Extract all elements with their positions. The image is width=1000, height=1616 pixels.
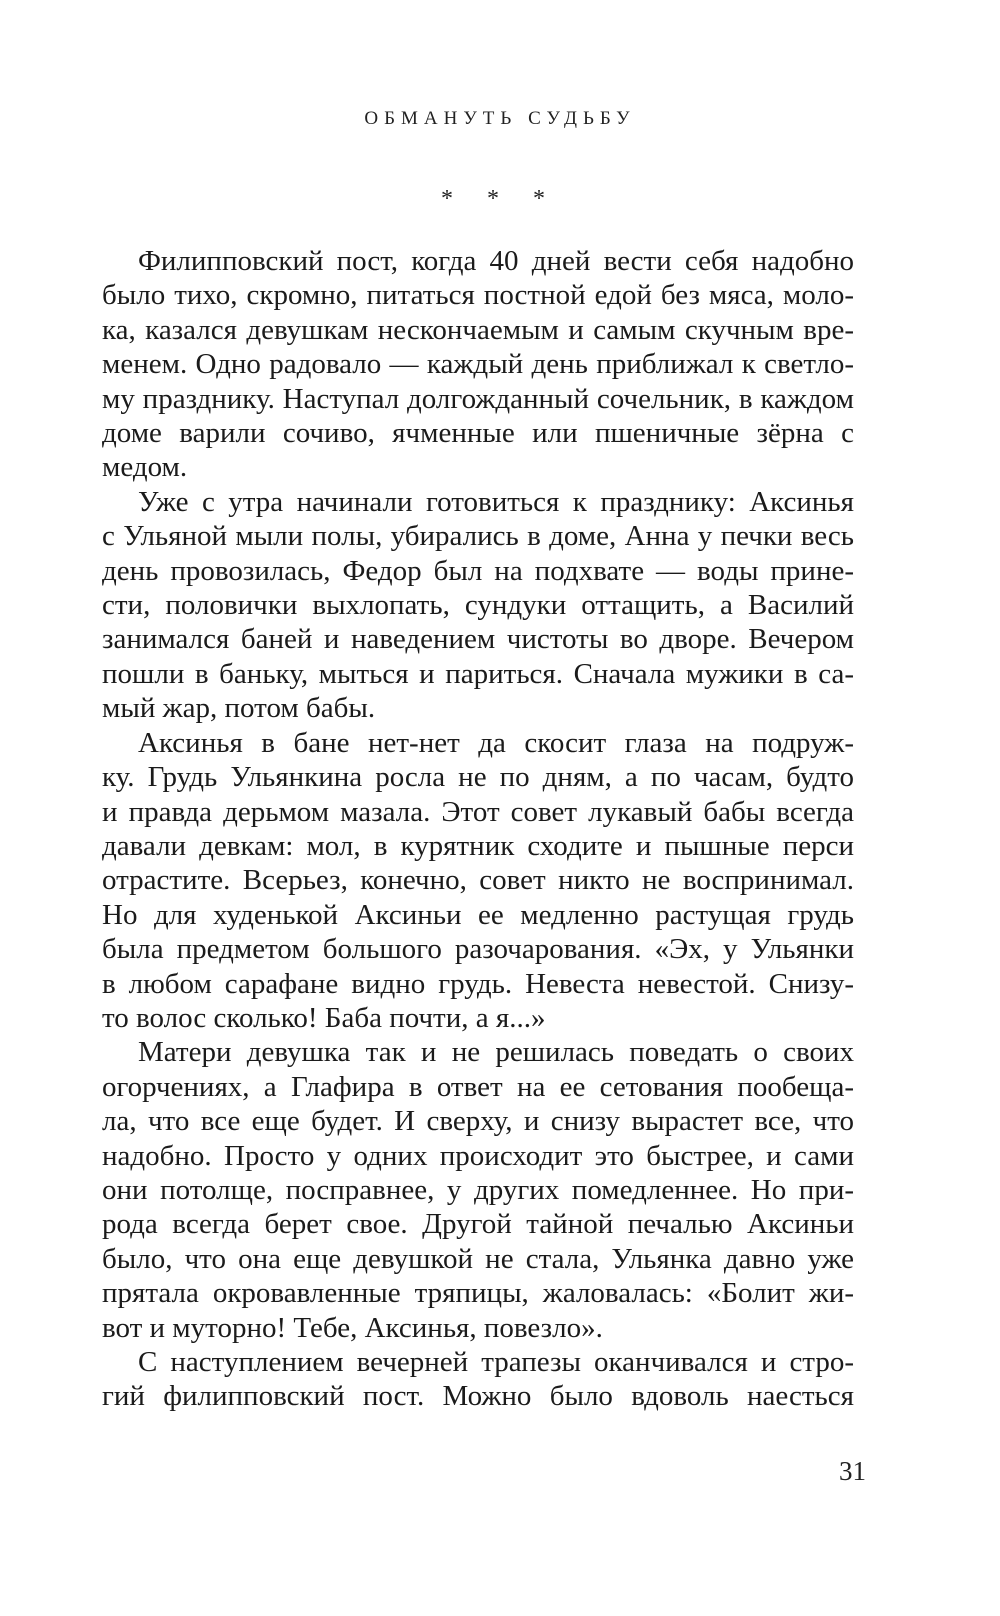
text-line: Матери девушка так и не решилась поведать о своих — [138, 1036, 854, 1069]
paragraph — [102, 726, 854, 1036]
text-line: надобно. Просто у одних происходит это быстрее, и сами — [102, 1139, 854, 1172]
running-head: ОБМАНУТЬ СУДЬБУ — [364, 108, 636, 129]
text-line: сти, половички выхлопать, сундуки оттащить, а Василий — [102, 589, 854, 622]
text-line: гий филипповский пост. Можно было вдоволь наесться — [102, 1380, 854, 1413]
text-line: Уже с утра начинали готовиться к празднику: Аксинья — [138, 485, 854, 518]
text-line: то волос сколько! Баба почти, а я...» — [102, 1001, 546, 1034]
text-line: доме варили сочиво, ячменные или пшеничные зёрна с медом. — [102, 417, 854, 484]
text-line: отрастите. Всерьез, конечно, совет никто не воспринимал. — [102, 864, 854, 897]
paragraph — [102, 1035, 854, 1345]
text-line: огорчениях, а Глафира в ответ на ее сетования пообеща- — [102, 1070, 854, 1103]
text-line: они потолще, посправнее, у других помедленнее. Но при- — [102, 1173, 854, 1206]
text-line: пошли в баньку, мыться и париться. Сначала мужики в са- — [102, 657, 854, 690]
text-line: му празднику. Наступал долгожданный сочельник, в каждом — [102, 382, 854, 415]
text-line: в любом сарафане видно грудь. Невеста невестой. Снизу- — [102, 967, 854, 1000]
text-line: ла, что все еще будет. И сверху, и снизу вырастет все, что — [102, 1105, 854, 1138]
text-line: давали девкам: мол, в курятник сходите и пышные перси — [102, 829, 854, 862]
text-line: ку. Грудь Ульянкина росла не по дням, а по часам, будто — [102, 761, 854, 794]
text-line: С наступлением вечерней трапезы оканчивался и стро- — [138, 1346, 854, 1378]
section-separator: * * * — [441, 186, 559, 212]
page-number: 31 — [839, 1456, 866, 1486]
text-line: занимался баней и наведением чистоты во дворе. Вечером — [102, 623, 854, 656]
text-line: Аксинья в бане нет-нет да скосит глаза на подруж- — [138, 726, 854, 759]
text-line: с Ульяной мыли полы, убирались в доме, Анна у печки весь — [102, 520, 854, 553]
text-line: ка, казался девушкам нескончаемым и самым скучным вре- — [102, 313, 854, 346]
text-line: менем. Одно радовало — каждый день приближал к светло- — [102, 348, 854, 381]
text-line: была предметом большого разочарования. «Эх, у Ульянки — [102, 933, 854, 966]
paragraph — [102, 244, 854, 485]
text-line: и правда дерьмом мазала. Этот совет лукавый бабы всегда — [102, 795, 854, 828]
text-line: день провозилась, Федор был на подхвате — воды прине- — [102, 554, 854, 587]
paragraph — [102, 1345, 854, 1414]
text-line: прятала окровавленные тряпицы, жаловалась: «Болит жи- — [102, 1277, 854, 1310]
text-line: вот и муторно! Тебе, Аксинья, повезло». — [102, 1311, 603, 1344]
body-text — [102, 244, 854, 1414]
text-line: Филипповский пост, когда 40 дней вести себя надобно — [138, 245, 854, 277]
text-line: Но для худенькой Аксиньи ее медленно растущая грудь — [102, 898, 854, 931]
text-line: мый жар, потом бабы. — [102, 692, 376, 725]
text-line: рода всегда берет свое. Другой тайной печалью Аксиньи — [102, 1208, 854, 1241]
text-line: было, что она еще девушкой не стала, Ульянка давно уже — [102, 1242, 854, 1275]
text-line: было тихо, скромно, питаться постной едой без мяса, моло- — [102, 279, 854, 312]
paragraph — [102, 485, 854, 726]
